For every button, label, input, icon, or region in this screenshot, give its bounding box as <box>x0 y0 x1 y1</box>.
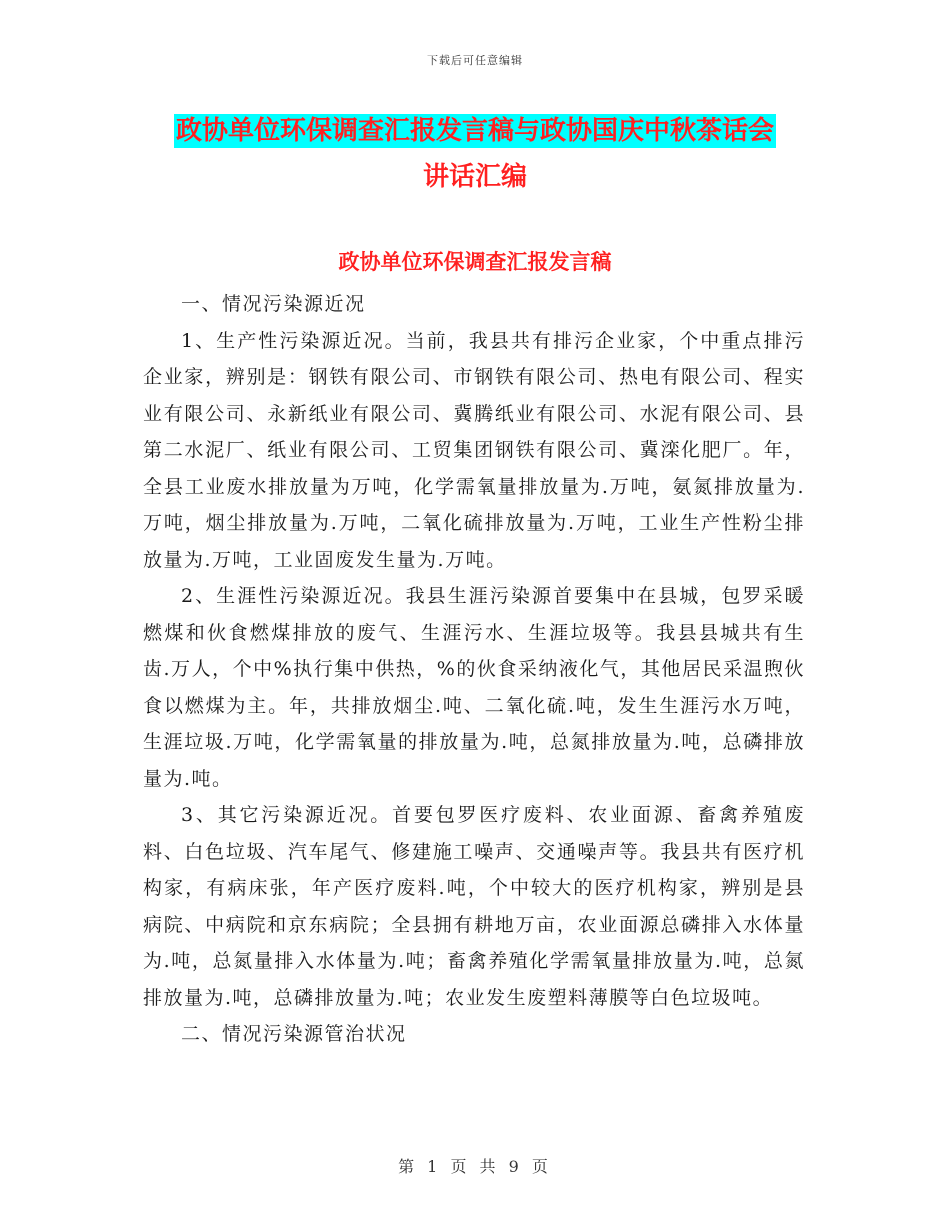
document-title-line2: 讲话汇编 <box>422 162 527 192</box>
section-title: 政协单位环保调查汇报发言稿 <box>338 250 612 274</box>
page-number: 第 1 页 共 9 页 <box>398 1157 552 1176</box>
heading-paragraph-1: 一、情况污染源近况 <box>181 293 366 315</box>
heading-paragraph-2: 二、情况污染源管治状况 <box>181 1023 407 1045</box>
document-body <box>143 286 805 1053</box>
document-title-line1: 政协单位环保调查汇报发言稿与政协国庆中秋茶话会 <box>175 116 774 146</box>
document-title <box>0 108 950 200</box>
header-note: 下载后可任意编辑 <box>427 54 523 67</box>
body-paragraph-3: 3、其它污染源近况。首要包罗医疗废料、农业面源、畜禽养殖废料、白色垃圾、汽车尾气、修建施工噪声、交通噪声等。我县共有医疗机构家，有病床张，年产医疗废料.吨，个中较大的医疗机构家，辨别是县病院、中病院和京东病院；全县拥有耕地万亩，农业面源总磷排入水体量为.吨，总氮量排入水体量为.吨；畜禽养殖化学需氧量排放量为.吨，总氮排放量为.吨，总磷排放量为.吨；农业发生废塑料薄膜等白色垃圾吨。 <box>143 804 805 1009</box>
body-paragraph-2: 2、生涯性污染源近况。我县生涯污染源首要集中在县城，包罗采暖燃煤和伙食燃煤排放的废气、生涯污水、生涯垃圾等。我县县城共有生齿.万人，个中%执行集中供热，%的伙食采纳液化气，其他居民采温煦伙食以燃煤为主。年，共排放烟尘.吨、二氧化硫.吨，发生生涯污水万吨，生涯垃圾.万吨，化学需氧量的排放量为.吨，总氮排放量为.吨，总磷排放量为.吨。 <box>143 585 805 790</box>
body-paragraph-1: 1、生产性污染源近况。当前，我县共有排污企业家，个中重点排污企业家，辨别是：钢铁有限公司、市钢铁有限公司、热电有限公司、程实业有限公司、永新纸业有限公司、冀腾纸业有限公司、水泥有限公司、县第二水泥厂、纸业有限公司、工贸集团钢铁有限公司、冀滦化肥厂。年，全县工业废水排放量为万吨，化学需氧量排放量为.万吨，氨氮排放量为.万吨，烟尘排放量为.万吨，二氧化硫排放量为.万吨，工业生产性粉尘排放量为.万吨，工业固废发生量为.万吨。 <box>143 329 805 571</box>
